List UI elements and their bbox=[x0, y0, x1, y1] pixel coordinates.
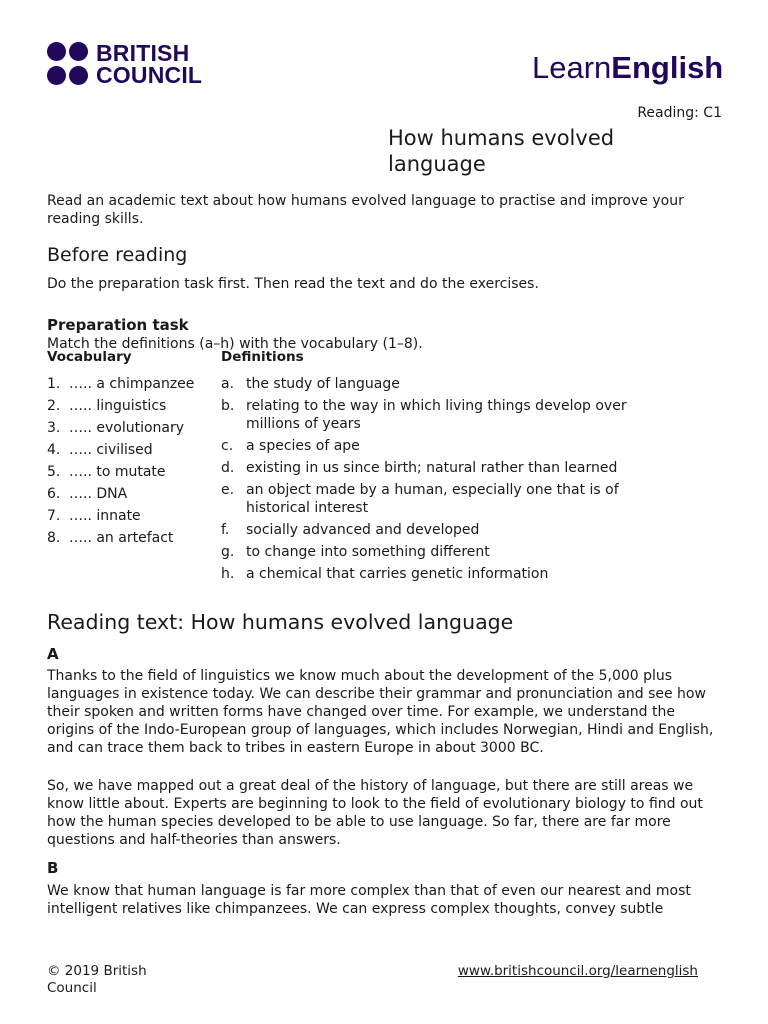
footer-copyright: © 2019 British Council bbox=[47, 963, 147, 996]
vocab-item: 7. ….. innate bbox=[47, 508, 141, 524]
definition-item: c. a species of ape bbox=[221, 438, 360, 454]
vocabulary-list bbox=[47, 375, 212, 551]
section-a-label: A bbox=[47, 645, 59, 663]
vocab-item: 1. ….. a chimpanzee bbox=[47, 376, 195, 392]
before-reading-heading: Before reading bbox=[47, 244, 188, 266]
vocab-item: 5. ….. to mutate bbox=[47, 464, 166, 480]
definition-item: h. a chemical that carries genetic information bbox=[221, 566, 549, 582]
definition-item: a. the study of language bbox=[221, 376, 400, 392]
definition-item: f. socially advanced and developed bbox=[221, 522, 480, 538]
prep-task-instruction: Match the definitions (a–h) with the vocabulary (1–8). bbox=[47, 336, 423, 352]
brand-line-2: COUNCIL bbox=[96, 62, 203, 88]
logo-learn: Learn bbox=[532, 50, 612, 85]
page-title: How humans evolved language bbox=[388, 126, 615, 176]
brand-line-1: BRITISH bbox=[96, 40, 190, 66]
level-label: Reading: C1 bbox=[637, 105, 722, 121]
paragraph-2: So, we have mapped out a great deal of the history of language, but there are still areas we know little about. Experts are beginning to look to the field of evolutionary biology to find out how the human species developed to be able to use language. So far, there are far more questions and half-theories than answers. bbox=[47, 778, 703, 848]
learnenglish-logo bbox=[532, 50, 723, 86]
definition-item: b. relating to the way in which living things develop over millions of years bbox=[221, 398, 627, 432]
intro-text: Read an academic text about how humans evolved language to practise and improve your reading skills. bbox=[47, 193, 684, 227]
definitions-header: Definitions bbox=[221, 349, 304, 365]
paragraph-3: We know that human language is far more complex than that of even our nearest and most intelligent relatives like chimpanzees. We can express complex thoughts, convey subtle bbox=[47, 883, 691, 917]
vocab-item: 3. ….. evolutionary bbox=[47, 420, 185, 436]
vocab-item: 6. ….. DNA bbox=[47, 486, 128, 502]
definition-item: g. to change into something different bbox=[221, 544, 490, 560]
definition-item: e. an object made by a human, especially one that is of historical interest bbox=[221, 482, 619, 516]
footer-link[interactable]: www.britishcouncil.org/learnenglish bbox=[457, 963, 698, 979]
definitions-list bbox=[221, 375, 661, 587]
british-council-dots-icon bbox=[47, 42, 91, 86]
reading-text-heading: Reading text: How humans evolved language bbox=[47, 610, 514, 634]
british-council-logo bbox=[47, 42, 212, 90]
section-b-label: B bbox=[47, 859, 59, 877]
before-reading-instruction: Do the preparation task first. Then read the text and do the exercises. bbox=[47, 276, 539, 292]
definition-item: d. existing in us since birth; natural rather than learned bbox=[221, 460, 618, 476]
vocab-item: 2. ….. linguistics bbox=[47, 398, 167, 414]
vocab-item: 8. ….. an artefact bbox=[47, 530, 174, 546]
logo-english: English bbox=[611, 50, 724, 85]
paragraph-1: Thanks to the field of linguistics we know much about the development of the 5,000 plus languages in existence today. We can describe their grammar and pronunciation and see how their spoken and written forms have changed over time. For example, we understand the origins of the Indo-European group of languages, which includes Norwegian, Hindi and English, and can trace them back to tribes in eastern Europe in about 3000 BC. bbox=[47, 668, 714, 756]
vocab-item: 4. ….. civilised bbox=[47, 442, 153, 458]
prep-task-heading: Preparation task bbox=[47, 316, 189, 334]
vocabulary-header: Vocabulary bbox=[47, 349, 132, 365]
